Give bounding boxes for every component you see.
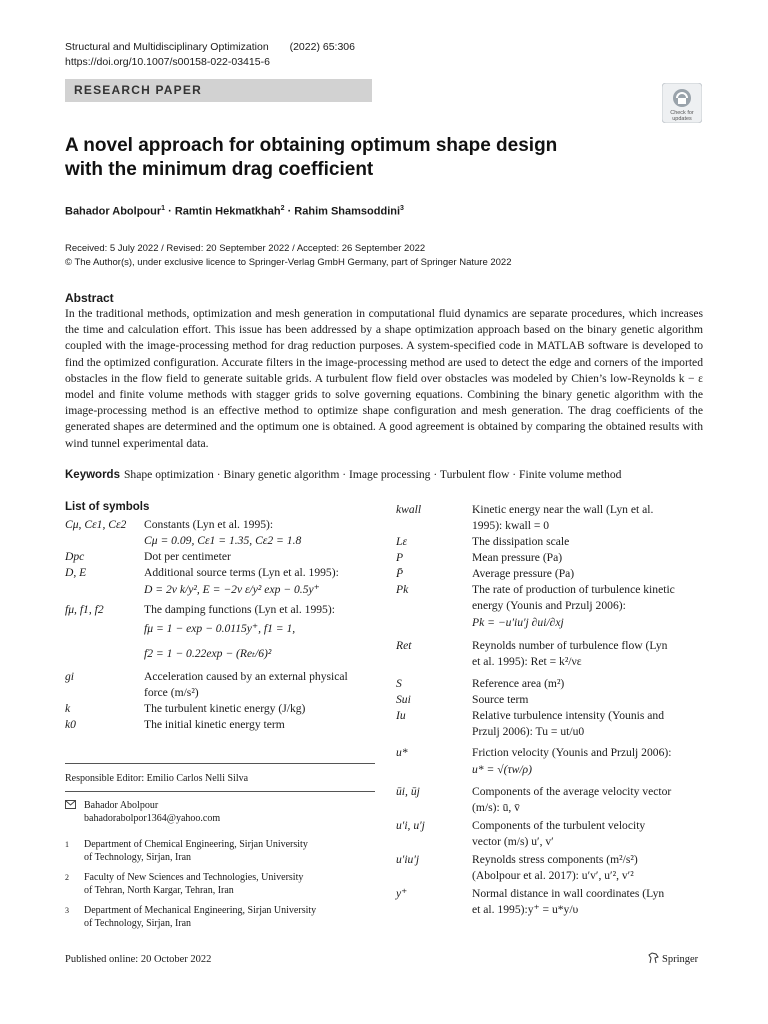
article-history [65,242,512,270]
symbols-heading: List of symbols [65,501,150,513]
symbol: k0 [65,718,76,731]
title-line-1: A novel approach for obtaining optimum shape design [65,135,558,156]
symbol-description: The turbulent kinetic energy (J/kg) [144,702,306,715]
responsible-editor: Responsible Editor: Emilio Carlos Nelli Silva [65,773,249,784]
author-affiliation: 2 [280,205,285,212]
symbol-description: The dissipation scale [472,535,570,548]
affiliation-line: Department of Mechanical Engineering, Sirjan University [84,905,317,916]
doi-link[interactable]: https://doi.org/10.1007/s00158-022-03415-6 [65,56,270,68]
symbol-description: Friction velocity (Younis and Przulj 2006): [472,746,672,759]
symbol: Iu [396,709,406,722]
symbol: D, E [65,566,87,579]
symbol: u′i, u′j [396,819,425,832]
symbol-description: Average pressure (Pa) [472,567,575,580]
symbol-description: Przulj 2006): Tu = ut/u0 [472,725,585,738]
symbol: P̄ [396,567,404,580]
symbol-description: Kinetic energy near the wall (Lyn et al. [472,503,654,516]
affiliation-item [65,838,375,871]
keywords-label: Keywords [65,469,120,481]
keywords [65,468,621,481]
symbol: P [396,551,404,564]
abstract-heading: Abstract [65,291,114,305]
affiliation-line: of Tehran, North Kargar, Tehran, Iran [84,885,234,896]
symbol-description: The initial kinetic energy term [144,718,285,731]
symbol-description: Components of the average velocity vector [472,785,672,798]
symbol-description: force (m/s²) [144,686,199,699]
affiliation-list [65,838,375,937]
author-affiliation: 1 [161,205,166,212]
symbol: kwall [396,503,422,516]
symbol-description: Reynolds number of turbulence flow (Lyn [472,639,668,652]
symbol: Sui [396,693,411,706]
symbol-description: The damping functions (Lyn et al. 1995): [144,603,335,616]
symbol-description: Components of the turbulent velocity [472,819,646,832]
symbol: gi [65,670,75,683]
symbol-description: (Abolpour et al. 2017): u′v′, u′², v′² [472,869,634,882]
symbol: Pk [396,583,409,596]
affiliation-item [65,871,375,904]
symbol-equation: u* = √(τw/ρ) [472,763,532,776]
symbol-equation: fμ = 1 − exp − 0.0115y⁺, f1 = 1, [144,622,296,635]
symbol-description: energy (Younis and Przulj 2006): [472,599,626,612]
author-list [65,205,404,218]
journal-volume: (2022) 65:306 [289,41,355,53]
symbol-description: et al. 1995):y⁺ = u*y/υ [472,903,579,916]
updates-label: updates [672,116,692,122]
check-for-updates-badge[interactable] [662,83,702,123]
affiliation-item [65,904,375,937]
title-line-2: with the minimum drag coefficient [65,159,374,180]
publisher-name: Springer [662,954,699,965]
check-for-label: Check for [670,110,694,116]
symbol: y⁺ [396,887,408,900]
author-separator: · [165,205,175,218]
symbol-description: 1995): kwall = 0 [472,519,550,532]
journal-name: Structural and Multidisciplinary Optimization [65,41,269,53]
affiliation-number: 2 [65,873,69,882]
symbol: u′iu′j [396,853,420,866]
footnote-divider [65,791,375,792]
symbol: Ret [396,639,412,652]
symbol-description: Relative turbulence intensity (Younis and [472,709,665,722]
copyright-notice: © The Author(s), under exclusive licence to Springer-Verlag GmbH Germany, part of Springer Nature 2022 [65,257,512,268]
check-for-updates-icon [662,83,702,123]
symbol-equation: Cμ = 0.09, Cε1 = 1.35, Cε2 = 1.8 [144,534,302,547]
symbol-description: Constants (Lyn et al. 1995): [144,518,274,531]
symbol: fμ, f1, f2 [65,603,104,616]
springer-horse-icon [648,952,659,967]
footnote-divider [65,763,375,764]
corresponding-name: Bahador Abolpour [84,800,159,811]
author-name[interactable]: Rahim Shamsoddini [294,205,401,218]
author-affiliation: 3 [400,205,404,212]
affiliation-number: 3 [65,906,69,915]
symbol-description: Reference area (m²) [472,677,565,690]
author-name[interactable]: Bahador Abolpour [65,205,162,218]
affiliation-number: 1 [65,840,69,849]
abstract-text: In the traditional methods, optimization and mesh generation in computational fluid dynamics are separate procedures, which increases the time and calculation effort. This issue has been addressed by a shape optimization approach based on the binary genetic algorithm coupled with the image-processing method for drag reduction purposes. A system-specified code in MATLAB software is developed to find the optimized configuration. Accurate filters in the image-processing method are used to detect the edge and corners of the imported obstacles in the flow field to generate suitable grids. A turbulent flow field over obstacles was modeled by Chien’s low-Reynolds k − ε model and finite volume methods with stagger grids to solve governing equations. Combining the binary genetic algorithm with the image-processing method is an effective method to optimize shape configuration and mesh generation. The drag coefficients of the generated shapes are determined and the optimum one is obtained. A good agreement is obtained by comparing the obtained results with wind tunnel experimental data. [65,307,703,450]
keywords-list: Shape optimization · Binary genetic algorithm · Image processing · Turbulent flow · Finite volume method [123,468,622,481]
publisher-logo [648,952,698,967]
affiliation-line: of Technology, Sirjan, Iran [84,918,192,929]
symbol-description: (m/s): ū, v̄ [472,801,520,814]
symbol-equation: D = 2ν k/y², E = −2ν ε/y² exp − 0.5y⁺ [144,583,320,596]
symbol-description: The rate of production of turbulence kinetic [472,583,675,596]
symbol-description: Acceleration caused by an external physical [144,670,348,683]
symbol-description: Reynolds stress components (m²/s²) [472,853,638,866]
affiliation-line: Department of Chemical Engineering, Sirjan University [84,839,308,850]
affiliation-line: Faculty of New Sciences and Technologies, University [84,872,304,883]
corresponding-email[interactable]: bahadorabolpor1364@yahoo.com [84,813,221,824]
author-separator: · [284,205,295,218]
article-type-label: RESEARCH PAPER [74,83,202,97]
symbol: Cμ, Cε1, Cε2 [65,518,127,531]
symbol: k [65,702,71,715]
symbol-description: Normal distance in wall coordinates (Lyn [472,887,665,900]
paper-title [65,134,585,182]
article-type-banner [65,79,372,102]
symbol: Lε [396,535,408,548]
symbol: u* [396,746,408,759]
submission-dates: Received: 5 July 2022 / Revised: 20 September 2022 / Accepted: 26 September 2022 [65,243,426,254]
author-name[interactable]: Ramtin Hekmatkhah [174,205,281,218]
journal-header [65,40,355,70]
symbol-description: et al. 1995): Ret = k²/νε [472,655,582,668]
symbol-description: Source term [472,693,529,706]
symbol-description: Dot per centimeter [144,550,231,563]
symbol-description: Additional source terms (Lyn et al. 1995): [144,566,339,579]
symbol-equation: Pk = −u′iu′j ∂ui/∂xj [472,616,564,629]
envelope-icon [65,800,76,813]
symbol: S [396,677,402,690]
symbol-description: vector (m/s) u′, v′ [472,835,554,848]
symbol: ūi, ūj [396,785,420,798]
symbol-equation: f2 = 1 − 0.22exp − (Reₜ/6)² [144,647,272,660]
symbol-description: Mean pressure (Pa) [472,551,563,564]
published-date: Published online: 20 October 2022 [65,954,212,965]
symbol: Dpc [65,550,85,563]
affiliation-line: of Technology, Sirjan, Iran [84,852,192,863]
